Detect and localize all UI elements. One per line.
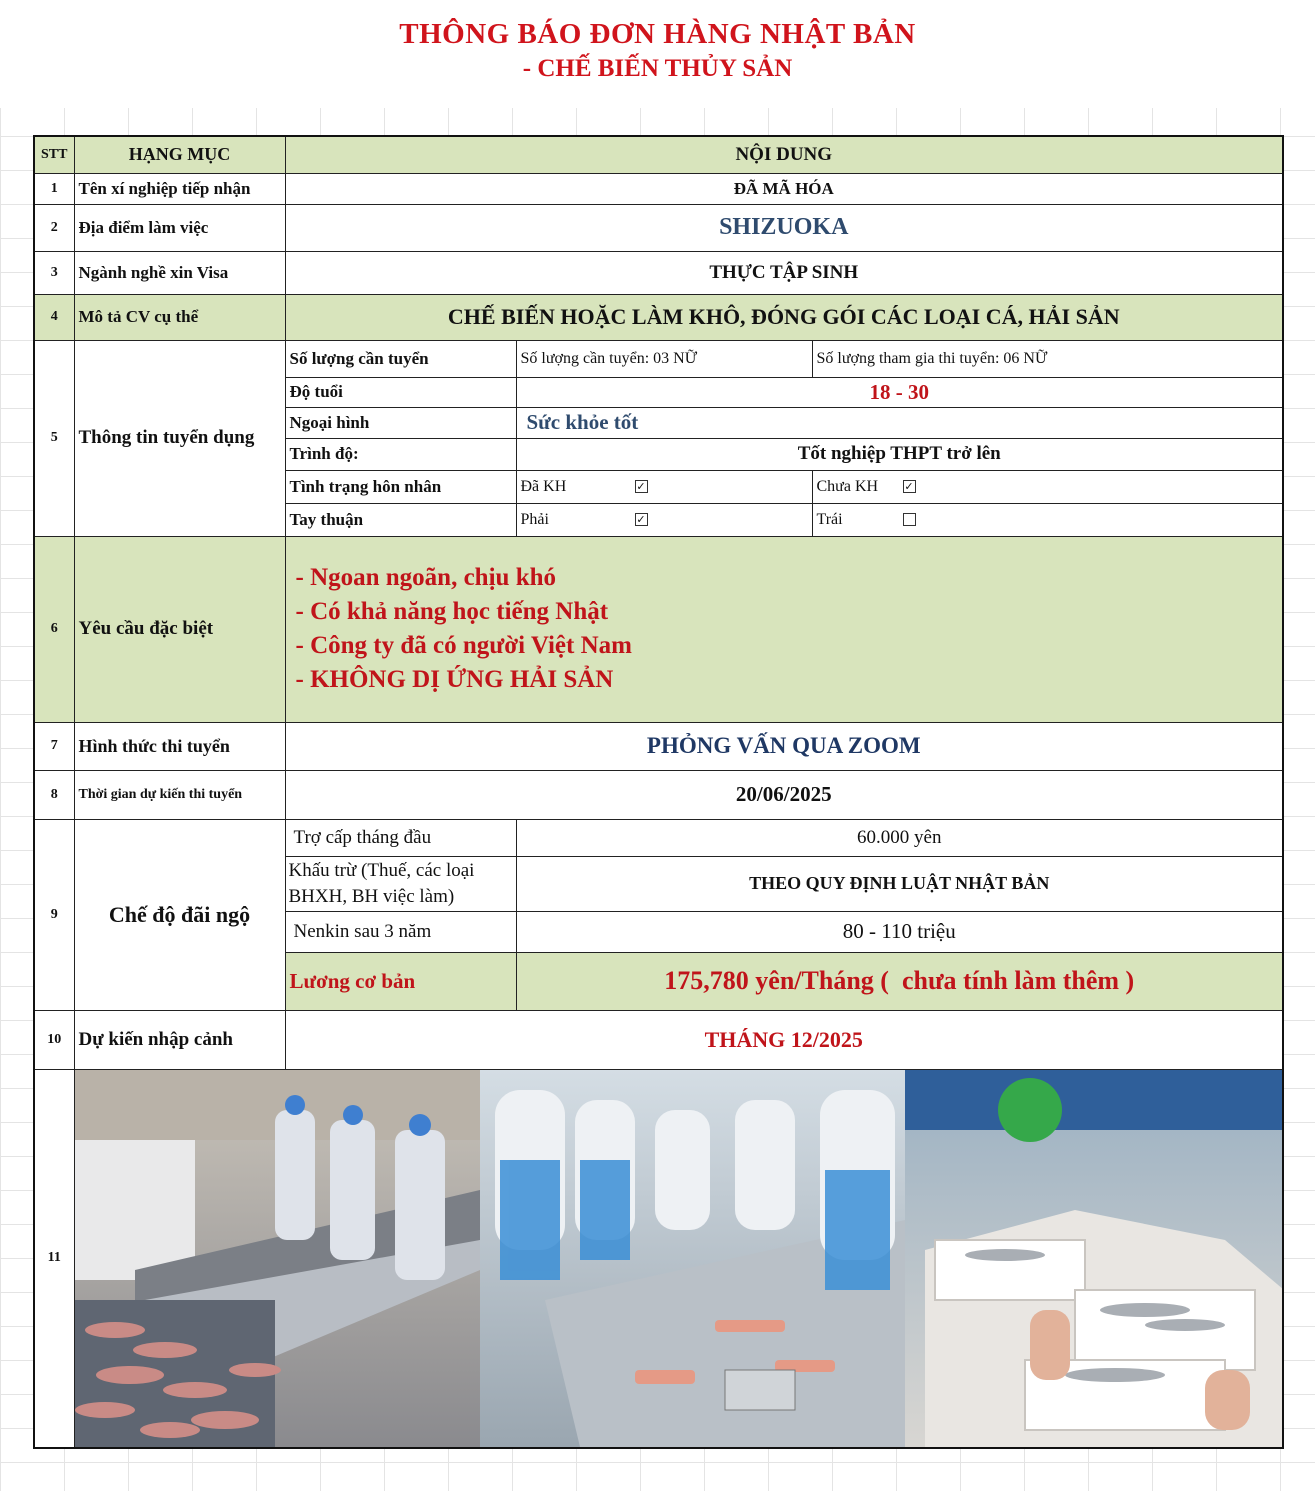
do-tuoi-value: 18 - 30	[516, 377, 1283, 407]
ngoai-hinh-value: Sức khỏe tốt	[516, 407, 1283, 438]
luong-label: Lương cơ bản	[285, 952, 516, 1010]
hon-nhan-option-married	[516, 470, 812, 503]
row-2-value: SHIZUOKA	[285, 204, 1283, 251]
row-8-stt: 8	[34, 770, 74, 819]
title-line-1: THÔNG BÁO ĐƠN HÀNG NHẬT BẢN	[399, 18, 916, 50]
tay-thuan-option-right	[516, 503, 812, 536]
row-10-value: THÁNG 12/2025	[285, 1010, 1283, 1069]
row-10-label: Dự kiến nhập cảnh	[74, 1010, 285, 1069]
requirement-item: - KHÔNG DỊ ỨNG HẢI SẢN	[295, 666, 614, 693]
checked-checkbox-icon[interactable]: ✓	[636, 513, 646, 527]
hon-nhan-label: Tình trạng hôn nhân	[285, 470, 516, 503]
row-5-label: Thông tin tuyển dụng	[74, 340, 285, 536]
row-3	[34, 251, 1283, 294]
row-1-label: Tên xí nghiệp tiếp nhận	[74, 173, 285, 204]
khau-tru-label: Khấu trừ (Thuế, các loại BHXH, BH việc làm)	[285, 856, 516, 911]
row-3-label: Ngành nghề xin Visa	[74, 251, 285, 294]
document-title	[0, 0, 1315, 108]
unchecked-checkbox-icon[interactable]	[903, 513, 916, 526]
hon-nhan-married-label: Đã KH	[520, 477, 567, 495]
row-10-stt: 10	[34, 1010, 74, 1069]
row-2-label: Địa điểm làm việc	[74, 204, 285, 251]
row-7-value: PHỎNG VẤN QUA ZOOM	[285, 722, 1283, 770]
row-2	[34, 204, 1283, 251]
requirement-item: - Công ty đã có người Việt Nam	[295, 632, 632, 659]
tay-thuan-label: Tay thuận	[285, 503, 516, 536]
row-4-label: Mô tả CV cụ thể	[74, 294, 285, 340]
row-9-stt: 9	[34, 819, 74, 1010]
header-noi-dung: NỘI DUNG	[285, 136, 1283, 173]
photo-workers-table	[480, 1070, 905, 1447]
title-line-2: - CHẾ BIẾN THỦY SẢN	[522, 55, 793, 82]
requirement-item: - Có khả năng học tiếng Nhật	[295, 598, 609, 625]
row-4-value: CHẾ BIẾN HOẶC LÀM KHÔ, ĐÓNG GÓI CÁC LOẠI CÁ, HẢI SẢN	[285, 294, 1283, 340]
special-requirements	[285, 536, 1283, 722]
header-stt: STT	[34, 136, 74, 173]
row-1	[34, 173, 1283, 204]
khau-tru-value: THEO QUY ĐỊNH LUẬT NHẬT BẢN	[516, 856, 1283, 911]
row-1-value: ĐÃ MÃ HÓA	[285, 173, 1283, 204]
row-2-stt: 2	[34, 204, 74, 251]
row-9-tro-cap	[34, 819, 1283, 856]
header-hang-muc: HẠNG MỤC	[74, 136, 285, 173]
header-row	[34, 136, 1283, 173]
row-7-stt: 7	[34, 722, 74, 770]
trinh-do-value: Tốt nghiệp THPT trở lên	[516, 438, 1283, 470]
factory-photos	[75, 1070, 1284, 1447]
checked-checkbox-icon[interactable]: ✓	[636, 480, 646, 494]
row-6	[34, 536, 1283, 722]
row-8-value: 20/06/2025	[285, 770, 1283, 819]
row-4-stt: 4	[34, 294, 74, 340]
so-luong-can-tuyen: Số lượng cần tuyển: 03 NỮ	[516, 340, 812, 377]
row-5-stt: 5	[34, 340, 74, 536]
row-4	[34, 294, 1283, 340]
row-10	[34, 1010, 1283, 1069]
hon-nhan-single-label: Chưa KH	[816, 477, 879, 495]
luong-value: 175,780 yên/Tháng ( chưa tính làm thêm )	[516, 952, 1283, 1010]
nenkin-value: 80 - 110 triệu	[516, 911, 1283, 952]
so-luong-label: Số lượng cần tuyển	[285, 340, 516, 377]
row-9-label: Chế độ đãi ngộ	[74, 819, 285, 1010]
row-7	[34, 722, 1283, 770]
row-3-value: THỰC TẬP SINH	[285, 251, 1283, 294]
row-5-so-luong	[34, 340, 1283, 377]
tro-cap-label: Trợ cấp tháng đầu	[285, 819, 516, 856]
job-order-table	[33, 135, 1284, 1449]
row-8-label: Thời gian dự kiến thi tuyển	[74, 770, 285, 819]
tay-thuan-option-left	[812, 503, 1283, 536]
trinh-do-label: Trình độ:	[285, 438, 516, 470]
row-8	[34, 770, 1283, 819]
photo-strip	[74, 1069, 1283, 1448]
tro-cap-value: 60.000 yên	[516, 819, 1283, 856]
requirement-item: - Ngoan ngoãn, chịu khó	[295, 564, 556, 591]
photo-fish-conveyor	[75, 1070, 480, 1447]
row-3-stt: 3	[34, 251, 74, 294]
row-6-label: Yêu cầu đặc biệt	[74, 536, 285, 722]
nenkin-label: Nenkin sau 3 năm	[285, 911, 516, 952]
photo-fish-boxes	[905, 1070, 1284, 1447]
so-luong-thi-tuyen: Số lượng tham gia thi tuyển: 06 NỮ	[812, 340, 1283, 377]
row-11-stt: 11	[34, 1069, 74, 1448]
ngoai-hinh-label: Ngoại hình	[285, 407, 516, 438]
do-tuoi-label: Độ tuổi	[285, 377, 516, 407]
row-7-label: Hình thức thi tuyển	[74, 722, 285, 770]
row-6-stt: 6	[34, 536, 74, 722]
hon-nhan-option-single	[812, 470, 1283, 503]
row-11	[34, 1069, 1283, 1448]
tay-thuan-right-label: Phải	[520, 510, 549, 528]
checked-checkbox-icon[interactable]: ✓	[904, 480, 914, 494]
row-1-stt: 1	[34, 173, 74, 204]
tay-thuan-left-label: Trái	[816, 510, 843, 528]
